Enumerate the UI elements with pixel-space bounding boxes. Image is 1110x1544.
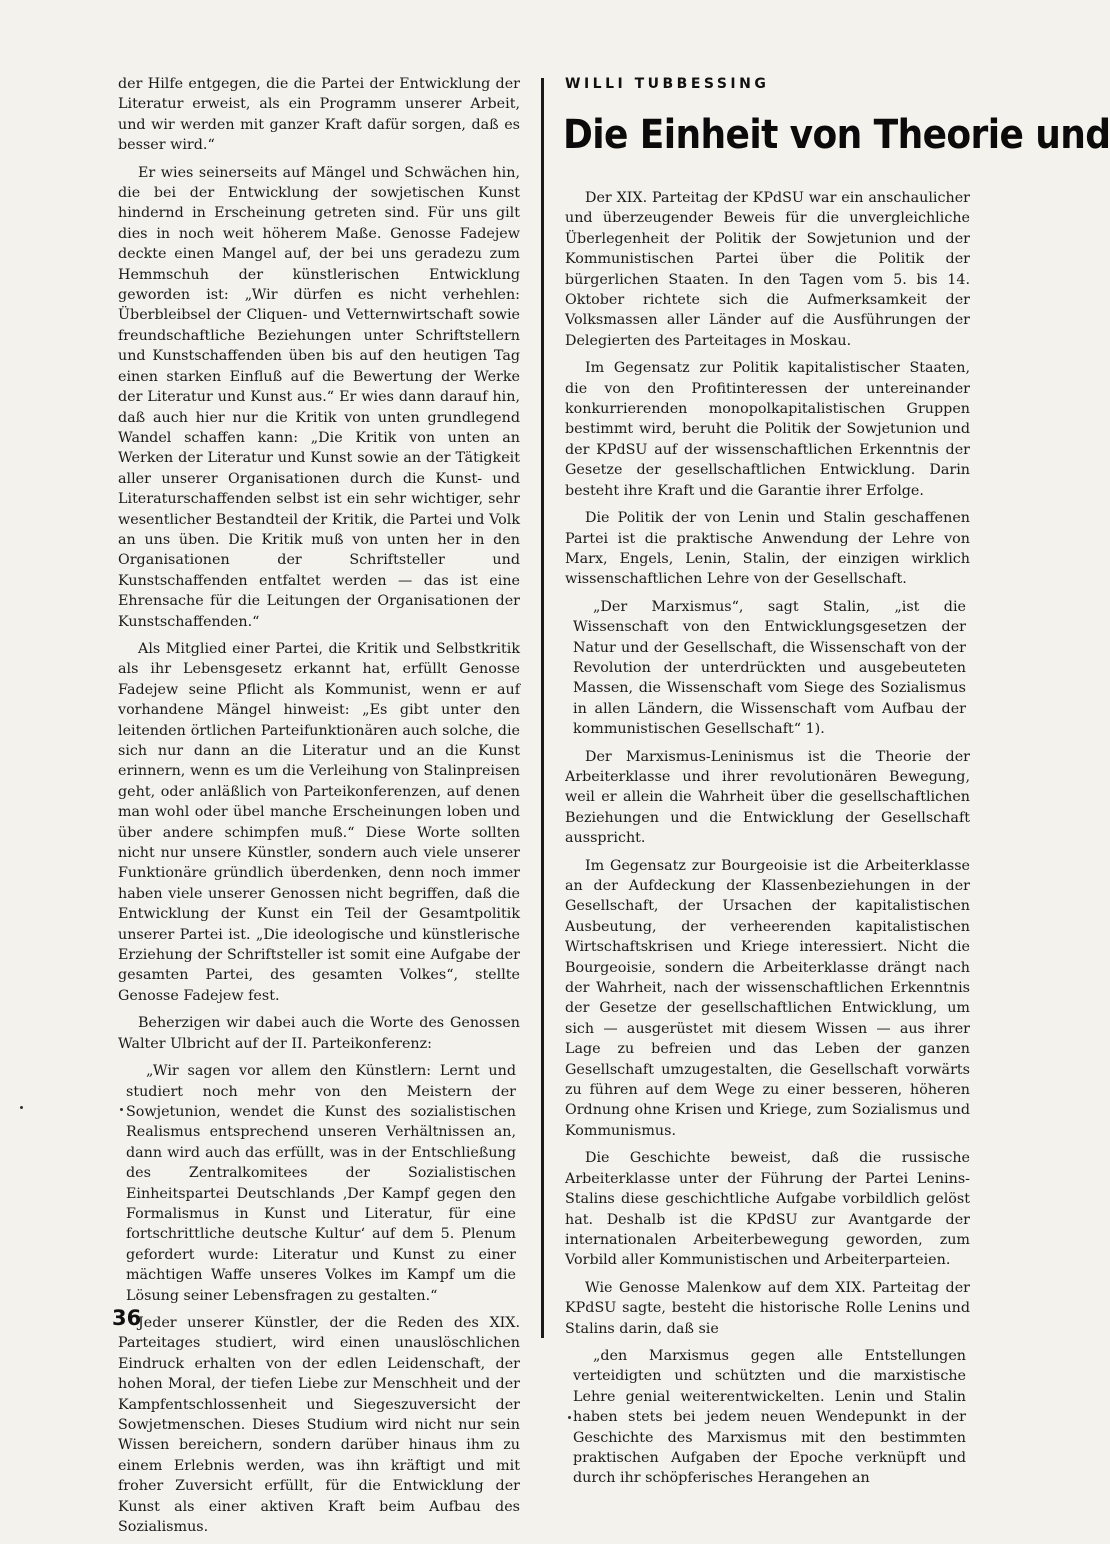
quote-paragraph: „Der Marxismus“, sagt Stalin, „ist die Wissenschaft von den Entwicklungsgesetzen der Natur und der Gesellschaft, die Wissenschaft von der Revolution der unterdrückten und ausgebeuteten Massen, die Wissenschaft vom Siege des Sozialismus in allen Ländern, die Wissenschaft vom Aufbau der kommunistischen Gesellschaft“ 1). [573, 598, 966, 738]
right-text-column [565, 188, 970, 1496]
print-speck [20, 1106, 23, 1109]
column-divider [541, 78, 544, 1338]
left-text-column [118, 74, 520, 1544]
print-speck [120, 1108, 123, 1111]
paragraph: Der XIX. Parteitag der KPdSU war ein anschaulicher und überzeugender Beweis für die unvergleichliche Überlegenheit der Politik der Sowjetunion und der Kommunistischen Partei über die Politik der bürgerlichen Staaten. In den Tagen vom 5. bis 14. Oktober richtete sich die Aufmerksamkeit der Volksmassen aller Länder auf die Ausführungen der Delegierten des Parteitages in Moskau. [565, 190, 970, 349]
paragraph: Jeder unserer Künstler, der die Reden des XIX. Parteitages studiert, wird einen unauslöschlichen Eindruck erhalten von der edlen Leidenschaft, der hohen Moral, der tiefen Liebe zur Menschheit und der Kampfentschlossenheit und Siegeszuversicht der Sowjetmenschen. Dieses Studium wird nicht nur sein Wissen bereichern, sondern darüber hinaus ihm zu einem Erlebnis werden, was ihn kräftigt und mit froher Zuversicht erfüllt, für die Entwicklung der Kunst als einer aktiven Kraft beim Aufbau des Sozialismus. [118, 1314, 520, 1536]
paragraph: Die Politik der von Lenin und Stalin geschaffenen Partei ist die praktische Anwendung der Lehre von Marx, Engels, Lenin, Stalin, der einzigen wirklich wissenschaftlichen Lehre von der Gesellschaft. [565, 510, 970, 588]
paragraph: Er wies seinerseits auf Mängel und Schwächen hin, die bei der Entwicklung der sowjetischen Kunst hindernd in Erscheinung getreten sind. Für uns gilt dies in noch weit höherem Maße. Genosse Fadejew deckte einen Mangel auf, der bei uns geradezu zum Hemmschuh der künstlerischen Entwicklung geworden ist: „Wir dürfen es nicht verhehlen: Überbleibsel der Cliquen- und Vetternwirtschaft sowie freundschaftliche Beziehungen unter Schriftstellern und Kunstschaffenden üben bis auf den heutigen Tag einen starken Einfluß auf die Bewertung der Werke der Literatur und Kunst aus.“ Er wies dann darauf hin, daß auch hier nur die Kritik von unten grundlegend Wandel schaffen kann: „Die Kritik von unten an Werken der Literatur und Kunst sowie an der Tätigkeit aller unserer Organisationen durch die Kunst- und Literaturschaffenden selbst ist ein sehr wichtiger, sehr wesentlicher Bestandteil der Kritik, die Partei und Volk an uns üben. Die Kritik muß von unten her in den Organisationen der Schriftsteller und Kunstschaffenden entfaltet werden — das ist eine Ehrensache für die Leitungen der Organisationen der Kunstschaffenden.“ [118, 164, 520, 630]
quote-paragraph: „Wir sagen vor allem den Künstlern: Lernt und studiert noch mehr von den Meistern der Sowjetunion, wendet die Kunst des sozialistischen Realismus entsprechend unseren Verhältnissen an, dann wird auch das erfüllt, was in der Entschließung des Zentralkomitees der Sozialistischen Einheitspartei Deutschlands ‚Der Kampf gegen den Formalismus in Kunst und Literatur, für eine fortschrittliche deutsche Kultur‘ auf dem 5. Plenum gefordert wurde: Literatur und Kunst zu einer mächtigen Waffe unseres Volkes im Kampf um die Lösung seiner Lebensfragen zu gestalten.“ [126, 1063, 516, 1304]
paragraph: Der Marxismus-Leninismus ist die Theorie der Arbeiterklasse und ihrer revolutionären Bewegung, weil er allein die Wahrheit über die gesellschaftlichen Beziehungen und die Entwicklung der Gesellschaft ausspricht. [565, 748, 970, 847]
page-number: 36 [112, 1306, 142, 1330]
paragraph: Als Mitglied einer Partei, die Kritik und Selbstkritik als ihr Lebensgesetz erkannt hat, erfüllt Genosse Fadejew seine Pflicht als Kommunist, wenn er auf vorhandene Mängel hinweist: „Es gibt unter den leitenden örtlichen Parteifunktionären auch solche, die sich nur dann an die Literatur und an die Kunst erinnern, wenn es um die Verleihung von Stalinpreisen geht, oder anläßlich von Parteikonferenzen, auf denen man wohl oder übel manche Erscheinungen loben und über andere schimpfen muß.“ Diese Worte sollten nicht nur unsere Künstler, sondern auch viele unserer Funktionäre gründlich überdenken, denn noch immer haben viele unserer Genossen nicht begriffen, daß die Entwicklung der Kunst ein Teil der Gesamtpolitik unserer Partei ist. „Die ideologische und künstlerische Erziehung der Schriftsteller ist somit eine Aufgabe der gesamten Partei, des gesamten Volkes“, stellte Genosse Fadejew fest. [118, 640, 520, 1004]
paragraph: Im Gegensatz zur Bourgeoisie ist die Arbeiterklasse an der Aufdeckung der Klassenbeziehungen in der Gesellschaft, der Ursachen der kapitalistischen Ausbeutung, der verheerenden kapitalistischen Wirtschaftskrisen und Kriege interessiert. Nicht die Bourgeoisie, sondern die Arbeiterklasse drängt nach der Wahrheit, nach der wissenschaftlichen Erkenntnis der Gesetze der gesellschaftlichen Entwicklung, um sich — ausgerüstet mit diesem Wissen — aus ihrer Lage zu befreien und das Leben der ganzen Gesellschaft umzugestalten, die Gesellschaft vorwärts zu führen auf dem Wege zu einer besseren, höheren Ordnung ohne Krisen und Kriege, zum Sozialismus und Kommunismus. [565, 857, 970, 1139]
article-headline: Die Einheit von Theorie und [563, 112, 1110, 159]
paragraph: Wie Genosse Malenkow auf dem XIX. Parteitag der KPdSU sagte, besteht die historische Rolle Lenins und Stalins darin, daß sie [565, 1279, 970, 1337]
print-speck [568, 1416, 571, 1419]
paragraph: der Hilfe entgegen, die die Partei der Entwicklung der Literatur erweist, als ein Programm unserer Arbeit, und wir werden mit ganzer Kraft dafür sorgen, daß es besser wird.“ [118, 76, 520, 154]
paragraph: Die Geschichte beweist, daß die russische Arbeiterklasse unter der Führung der Partei Lenins-Stalins diese geschichtliche Aufgabe vorbildlich gelöst hat. Deshalb ist die KPdSU zur Avantgarde der internationalen Arbeiterbewegung geworden, zum Vorbild aller Kommunistischen und Arbeiterparteien. [565, 1150, 970, 1269]
paragraph: Beherzigen wir dabei auch die Worte des Genossen Walter Ulbricht auf der II. Parteikonferenz: [118, 1015, 520, 1052]
paragraph: Im Gegensatz zur Politik kapitalistischer Staaten, die von den Profitinteressen der untereinander konkurrierenden monopolkapitalistischen Gruppen bestimmt wird, beruht die Politik der Sowjetunion und der KPdSU auf der wissenschaftlichen Erkenntnis der Gesetze der gesellschaftlichen Entwicklung. Darin besteht ihre Kraft und die Garantie ihrer Erfolge. [565, 360, 970, 499]
quote-paragraph: „den Marxismus gegen alle Entstellungen verteidigten und schützten und die marxistische Lehre genial weiterentwickelten. Lenin und Stalin haben stets bei jedem neuen Wendepunkt in der Geschichte des Marxismus mit den bestimmten praktischen Aufgaben der Epoche verknüpft und durch ihr schöpferisches Herangehen an [573, 1347, 966, 1487]
article-author: WILLI TUBBESSING [565, 76, 770, 92]
